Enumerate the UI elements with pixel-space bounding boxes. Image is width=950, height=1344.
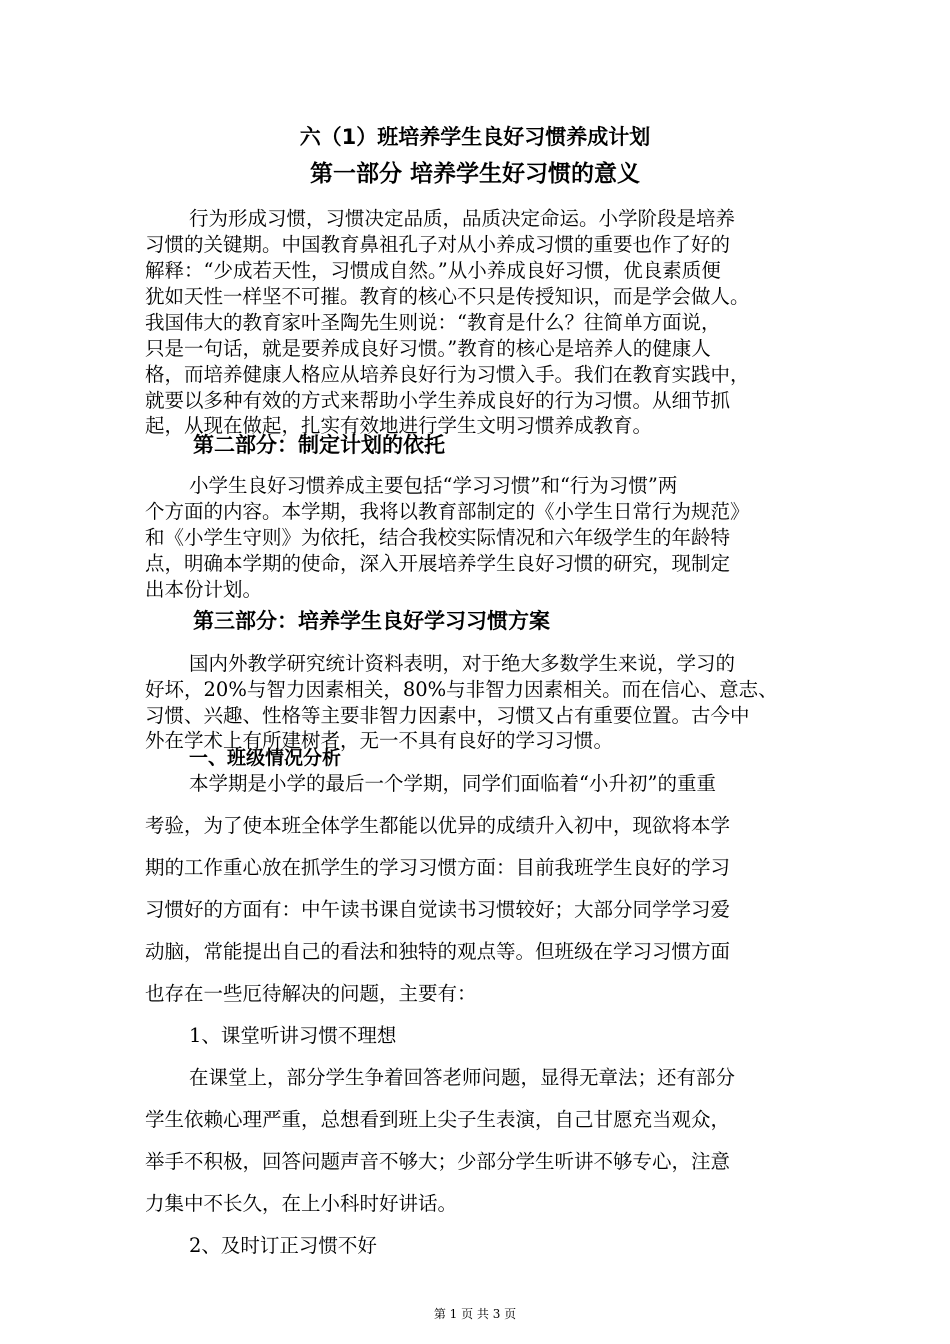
paragraph-line: 起，从现在做起，扎实有效地进行学生文明习惯养成教育。 bbox=[145, 414, 653, 437]
part1-heading: 第一部分 培养学生好习惯的意义 bbox=[309, 161, 640, 187]
paragraph-line: 习惯的关键期。中国教育鼻祖孔子对从小养成习惯的重要也作了好的 bbox=[145, 233, 731, 256]
paragraph-line: 出本份计划。 bbox=[145, 578, 263, 601]
paragraph-line: 考验，为了使本班全体学生都能以优异的成绩升入初中，现欲将本学 bbox=[145, 814, 731, 837]
paragraph-line: 格，而培养健康人格应从培养良好行为习惯入手。我们在教育实践中， bbox=[145, 363, 750, 386]
document-title: 六（1）班培养学生良好习惯养成计划 bbox=[299, 125, 651, 149]
section1-heading: 一、班级情况分析 bbox=[189, 747, 342, 769]
paragraph-line: 犹如天性一样坚不可摧。教育的核心不只是传授知识，而是学会做人。 bbox=[145, 285, 750, 308]
part2-heading: 第二部分：制定计划的依托 bbox=[193, 433, 445, 457]
paragraph-line: 小学生良好习惯养成主要包括“学习习惯”和“行为习惯”两 bbox=[189, 474, 678, 497]
paragraph-line: 行为形成习惯，习惯决定品质，品质决定命运。小学阶段是培养 bbox=[189, 207, 736, 230]
paragraph-line: 只是一句话，就是要养成良好习惯。”教育的核心是培养人的健康人 bbox=[145, 337, 711, 360]
part3-heading: 第三部分：培养学生良好学习习惯方案 bbox=[193, 609, 550, 633]
paragraph-line: 解释：“少成若天性，习惯成自然。”从小养成良好习惯，优良素质便 bbox=[145, 259, 721, 282]
paragraph-line: 我国伟大的教育家叶圣陶先生则说：“教育是什么？往简单方面说， bbox=[145, 311, 721, 334]
paragraph-line: 期的工作重心放在抓学生的学习习惯方面：目前我班学生良好的学习 bbox=[145, 856, 731, 879]
paragraph-line: 举手不积极，回答问题声音不够大；少部分学生听讲不够专心，注意 bbox=[145, 1150, 731, 1173]
paragraph-line: 外在学术上有所建树者，无一不具有良好的学习习惯。 bbox=[145, 729, 614, 752]
paragraph-line: 就要以多种有效的方式来帮助小学生养成良好的行为习惯。从细节抓 bbox=[145, 389, 731, 412]
paragraph-line: 学生依赖心理严重，总想看到班上尖子生表演，自己甘愿充当观众， bbox=[145, 1108, 731, 1131]
paragraph-line: 动脑，常能提出自己的看法和独特的观点等。但班级在学习习惯方面 bbox=[145, 940, 731, 963]
paragraph-line: 习惯、兴趣、性格等主要非智力因素中，习惯又占有重要位置。古今中 bbox=[145, 704, 750, 727]
paragraph-line: 也存在一些厄待解决的问题，主要有： bbox=[145, 982, 477, 1005]
paragraph-line: 和《小学生守则》为依托，结合我校实际情况和六年级学生的年龄特 bbox=[145, 526, 731, 549]
paragraph-line: 习惯好的方面有：中午读书课自觉读书习惯较好；大部分同学学习爱 bbox=[145, 898, 731, 921]
page-number-footer: 第 1 页 共 3 页 bbox=[433, 1307, 517, 1321]
paragraph-line: 本学期是小学的最后一个学期，同学们面临着“小升初”的重重 bbox=[189, 772, 716, 795]
item2-heading: 2、及时订正习惯不好 bbox=[189, 1234, 377, 1257]
paragraph-line: 在课堂上，部分学生争着回答老师问题，显得无章法；还有部分 bbox=[189, 1066, 736, 1089]
paragraph-line: 个方面的内容。本学期，我将以教育部制定的《小学生日常行为规范》 bbox=[145, 500, 750, 523]
paragraph-line: 力集中不长久，在上小科时好讲话。 bbox=[145, 1192, 458, 1215]
item1-heading: 1、课堂听讲习惯不理想 bbox=[189, 1024, 397, 1047]
paragraph-line: 国内外教学研究统计资料表明，对于绝大多数学生来说，学习的 bbox=[189, 652, 736, 675]
paragraph-line: 好坏，20%与智力因素相关，80%与非智力因素相关。而在信心、意志、 bbox=[145, 678, 778, 701]
paragraph-line: 点，明确本学期的使命，深入开展培养学生良好习惯的研究，现制定 bbox=[145, 552, 731, 575]
